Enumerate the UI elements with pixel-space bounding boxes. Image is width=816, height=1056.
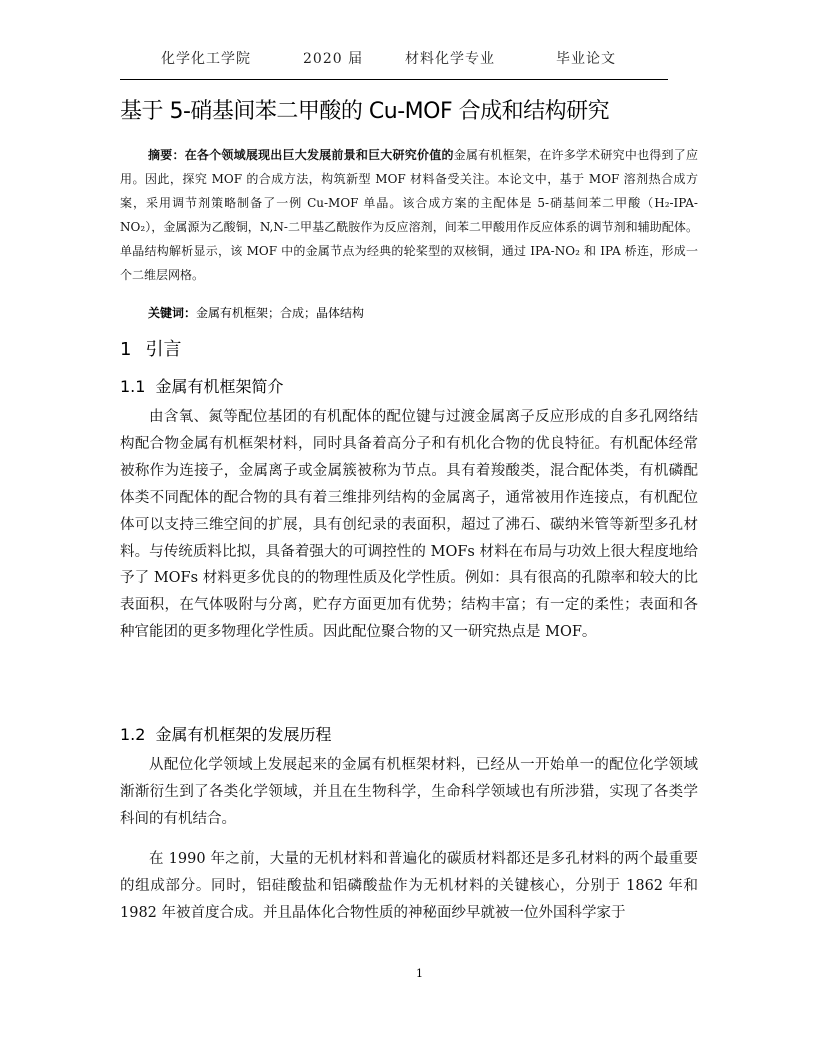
paragraph-1-1: 由含氧、氮等配位基团的有机配体的配位键与过渡金属离子反应形成的自多孔网络结构配合物金属有机框架材料，同时具备着高分子和有机化合物的优良特征。有机配体经常被称作为连接子，金属离子或金属簇被称为节点。具有着羧酸类，混合配体类，有机磷配体类不同配体的配合物的具有着三维排列结构的金属离子，通常被用作连接点，有机配位体可以支持三维空间的扩展，具有创纪录的表面积，超过了沸石、碳纳米管等新型多孔材料。与传统质料比拟，具备着强大的可调控性的 MOFs 材料在布局与功效上很大程度地给予了 MOFs 材料更多优良的的物理性质及化学性质。例如：具有很高的孔隙率和较大的比表面积，在气体吸附与分离，贮存方面更加有优势；结构丰富；有一定的柔性；表面和各种官能团的更多物理化学性质。因此配位聚合物的又一研究热点是 MOF。 [120,409,698,641]
abstract-lead: 在各个领域展现出巨大发展前景和巨大研究价值的 [184,148,454,162]
section-number: 1 [120,339,132,360]
paragraph-1-2-a: 从配位化学领域上发展起来的金属有机框架材料，已经从一开始单一的配位化学领域渐渐衍生到了各类化学领域，并且在生物科学，生命科学领域也有所涉猎，实现了各类学科间的有机结合。 [120,757,698,827]
subsection-number: 1.2 [120,725,146,744]
abstract-text: 金属有机框架，在许多学术研究中也得到了应用。因此，探究 MOF 的合成方法，构筑新型 MOF 材料备受关注。本论文中，基于 MOF 溶剂热合成方案，采用调节剂策略制备了一例 Cu-MOF 单晶。该合成方案的主配体是 5-硝基间苯二甲酸（H₂-IPA-NO₂），金属源为乙酸铜，N,N-二甲基乙酰胺作为反应溶剂，间苯二甲酸用作反应体系的调节剂和辅助配体。单晶结构解析显示，该 MOF 中的金属节点为经典的轮桨型的双核铜，通过 IPA-NO₂ 和 IPA 桥连，形成一个二维层网格。 [120,148,698,282]
subsection-title: 金属有机框架的发展历程 [155,725,332,744]
keywords [148,304,364,321]
header-major: 材料化学专业 [405,51,495,67]
abstract [120,143,698,287]
paragraph-1-2-b: 在 1990 年之前，大量的无机材料和普遍化的碳质材料都还是多孔材料的两个最重要的组成部分。同时，铝硅酸盐和铝磷酸盐作为无机材料的关键核心，分别于 1862 年和 1982 年被首度合成。并且晶体化合物性质的神秘面纱早就被一位外国科学家于 [120,851,698,921]
subsection-heading-1-2 [120,722,331,745]
section-heading-1 [120,335,181,361]
abstract-label: 摘要： [148,148,185,162]
subsection-number: 1.1 [120,377,146,396]
header-school: 化学化工学院 [161,51,251,67]
keywords-label: 关键词： [148,306,197,320]
paper-title: 基于 5-硝基间苯二甲酸的 Cu-MOF 合成和结构研究 [120,99,610,124]
header-year: 2020 届 [303,51,364,67]
keywords-text: 金属有机框架；合成；晶体结构 [196,306,365,320]
section-title: 引言 [145,339,182,360]
subsection-title: 金属有机框架简介 [155,377,284,396]
page-number: 1 [416,967,423,980]
header-doc-type: 毕业论文 [556,51,616,67]
running-header [120,48,668,68]
subsection-heading-1-1 [120,374,283,397]
header-rule [120,79,668,80]
